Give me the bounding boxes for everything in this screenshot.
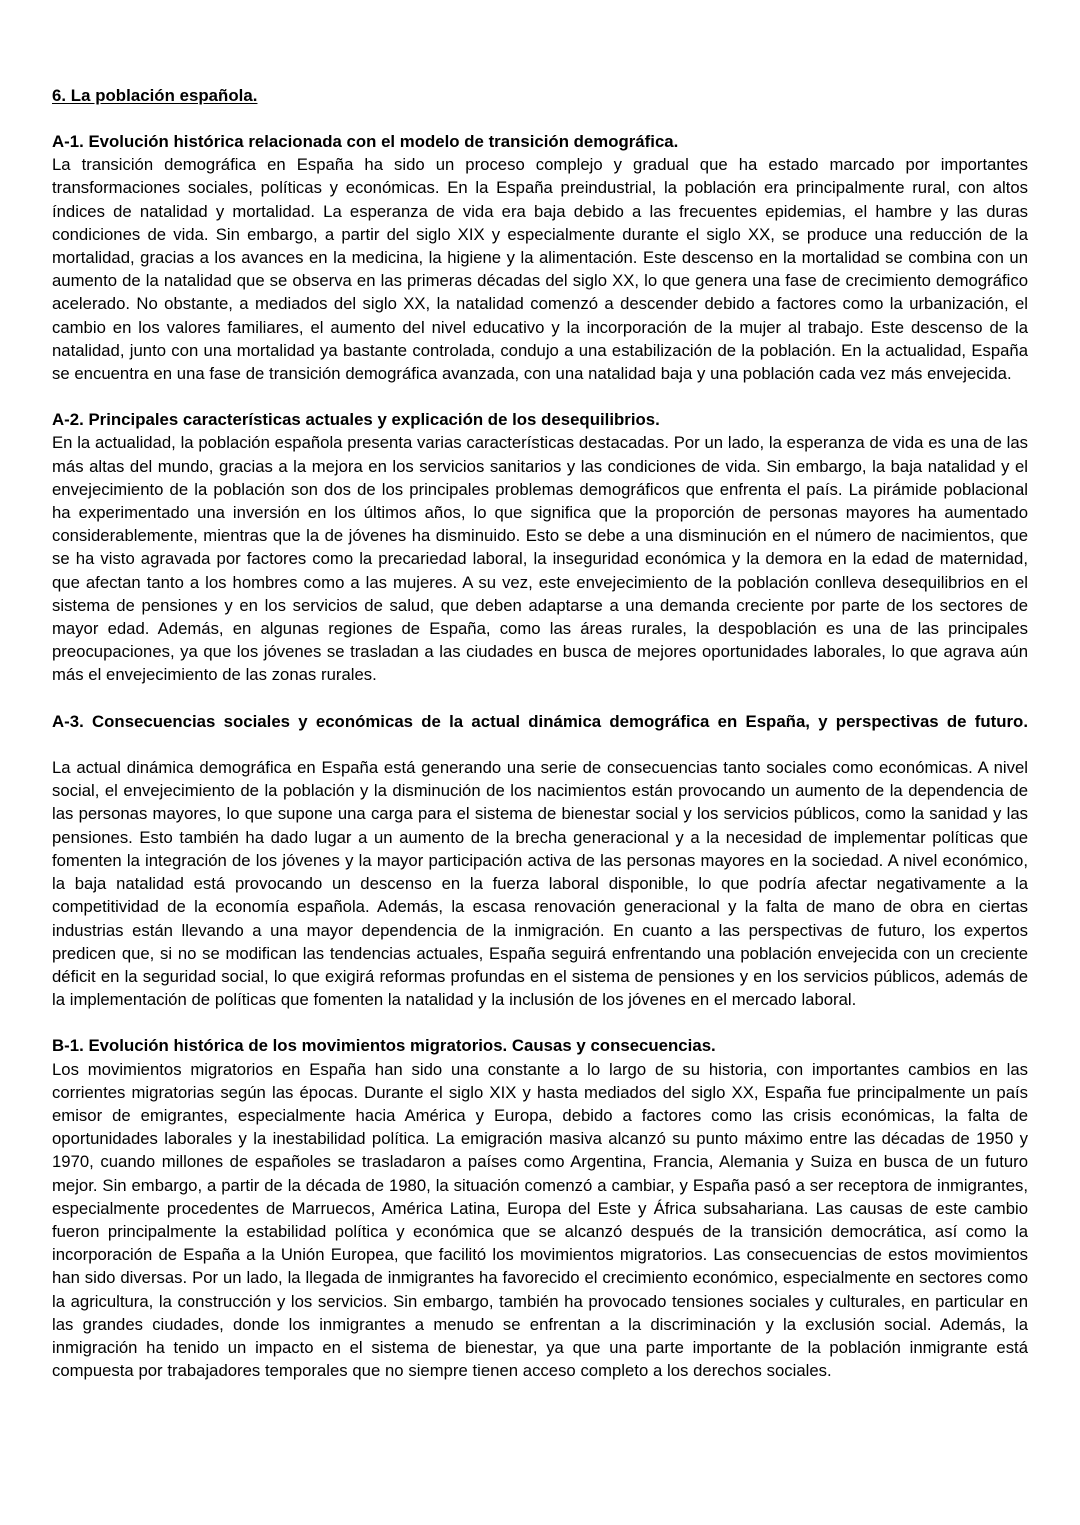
page-title: 6. La población española. [52,86,258,105]
section-a3-body: La actual dinámica demográfica en España está generando una serie de consecuencias tanto sociales como económicas. A nivel social, el envejecimiento de la población y la disminución de los nacimientos están provocando un aumento de la dependencia de las personas mayores, lo que supone una carga para el sistema de bienestar social y los servicios públicos, como la sanidad y las pensiones. Esto también ha dado lugar a un aumento de la brecha generacional y a la necesidad de implementar políticas que fomenten la integración de los jóvenes y la mayor participación activa de las personas mayores en la sociedad. A nivel económico, la baja natalidad está provocando un descenso en la fuerza laboral disponible, lo que podría afectar negativamente a la competitividad de la economía española. Además, la escasa renovación generacional y la falta de mano de obra en ciertas industrias están llevando a una mayor dependencia de la inmigración. En cuanto a las perspectivas de futuro, los expertos predicen que, si no se modifican las tendencias actuales, España seguirá enfrentando una población envejecida con un creciente déficit en la seguridad social, lo que exigirá reformas profundas en el sistema de pensiones y en los servicios públicos, además de la implementación de políticas que fomenten la natalidad y la inclusión de los jóvenes en el mercado laboral. [52,758,1028,1010]
section-b1 [52,1034,1028,1382]
section-a1-body: La transición demográfica en España ha sido un proceso complejo y gradual que ha estado marcado por importantes transformaciones sociales, políticas y económicas. En la España preindustrial, la población era principalmente rural, con altos índices de natalidad y mortalidad. La esperanza de vida era baja debido a las frecuentes epidemias, el hambre y las duras condiciones de vida. Sin embargo, a partir del siglo XIX y especialmente durante el siglo XX, se produce una reducción de la mortalidad, gracias a los avances en la medicina, la higiene y la alimentación. Este descenso en la mortalidad se combina con un aumento de la natalidad que se observa en las primeras décadas del siglo XX, lo que genera una fase de crecimiento demográfico acelerado. No obstante, a mediados del siglo XX, la natalidad comenzó a descender debido a factores como la urbanización, el cambio en los valores familiares, el aumento del nivel educativo y la incorporación de la mujer al trabajo. Este descenso de la natalidad, junto con una mortalidad ya bastante controlada, condujo a una estabilización de la población. En la actualidad, España se encuentra en una fase de transición demográfica avanzada, con una natalidad baja y una población cada vez más envejecida. [52,155,1028,384]
section-b1-body: Los movimientos migratorios en España han sido una constante a lo largo de su historia, con importantes cambios en las corrientes migratorias según las épocas. Durante el siglo XIX y hasta mediados del siglo XX, España fue principalmente un país emisor de emigrantes, especialmente hacia América y Europa, debido a factores como las crisis económicas, la falta de oportunidades laborales y la inestabilidad política. La emigración masiva alcanzó su punto máximo entre las décadas de 1950 y 1970, cuando millones de españoles se trasladaron a países como Argentina, Francia, Alemania y Suiza en busca de un futuro mejor. Sin embargo, a partir de la década de 1980, la situación comenzó a cambiar, y España pasó a ser receptora de inmigrantes, especialmente procedentes de Marruecos, América Latina, Europa del Este y África subsahariana. Las causas de este cambio fueron principalmente la estabilidad política y económica que se alcanzó después de la transición democrática, así como la incorporación de España a la Unión Europea, que facilitó los movimientos migratorios. Las consecuencias de estos movimientos han sido diversas. Por un lado, la llegada de inmigrantes ha favorecido el crecimiento económico, especialmente en sectores como la agricultura, la construcción y los servicios. Sin embargo, también ha provocado tensiones sociales y culturales, en particular en las grandes ciudades, donde los inmigrantes a menudo se enfrentan a la discriminación y la exclusión social. Además, la inmigración ha tenido un impacto en el sistema de bienestar, ya que una parte importante de la población inmigrante está compuesta por trabajadores temporales que no siempre tienen acceso completo a los derechos sociales. [52,1059,1028,1381]
section-a1 [52,130,1028,385]
document-title-row [52,84,1028,107]
section-a2-body: En la actualidad, la población española presenta varias características destacadas. Por un lado, la esperanza de vida es una de las más altas del mundo, gracias a la mejora en los servicios sanitarios y las condiciones de vida. Sin embargo, la baja natalidad y el envejecimiento de la población son dos de los principales problemas demográficos que enfrenta el país. La pirámide poblacional ha experimentado una inversión en los últimos años, lo que significa que la proporción de personas mayores ha aumentado considerablemente, mientras que la de jóvenes ha disminuido. Esto se debe a una disminución en el número de nacimientos, que se ha visto agravada por factores como la precariedad laboral, la inseguridad económica y la demora en la edad de maternidad, que afectan tanto a los hombres como a las mujeres. A su vez, este envejecimiento de la población conlleva desequilibrios en el sistema de pensiones y en los servicios de salud, que deben adaptarse a una demanda creciente por parte de los sectores de mayor edad. Además, en algunas regiones de España, como las áreas rurales, la despoblación es una de las principales preocupaciones, ya que los jóvenes se trasladan a las ciudades en busca de mejores oportunidades laborales, lo que agrava aún más el envejecimiento de las zonas rurales. [52,433,1028,685]
section-a2-heading: A-2. Principales características actuales y explicación de los desequilibrios. [52,410,660,430]
section-a3-heading: A-3. Consecuencias sociales y económicas de la actual dinámica demográfica en España, y perspectivas de futuro. [52,711,1028,731]
section-b1-heading: B-1. Evolución histórica de los movimientos migratorios. Causas y consecuencias. [52,1036,716,1056]
section-a1-heading: A-1. Evolución histórica relacionada con el modelo de transición demográfica. [52,132,679,151]
section-a3 [52,710,1028,1012]
section-a2 [52,408,1028,686]
